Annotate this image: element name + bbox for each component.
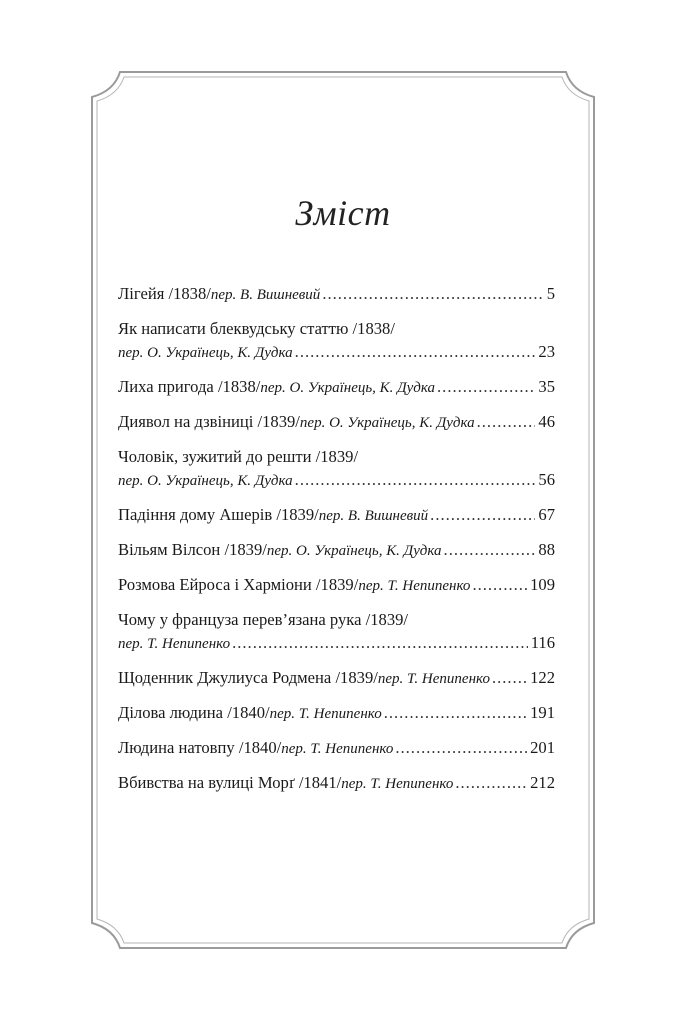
toc-page-number: 23 <box>538 342 555 361</box>
toc-entry-title: Як написати блеквудську статтю /1838/ <box>118 319 395 338</box>
toc-entry <box>118 608 555 654</box>
toc-entry <box>118 538 555 561</box>
toc-page-number: 88 <box>538 540 555 559</box>
toc-line <box>118 468 555 491</box>
toc-line <box>118 538 555 561</box>
toc-line <box>118 701 555 724</box>
toc-translator: пер. Т. Непипенко <box>269 706 382 722</box>
toc-line <box>118 282 555 305</box>
entry-spacer <box>118 596 555 608</box>
toc-entry-title: Чому у француза перев’язана рука /1839/ <box>118 610 409 629</box>
toc-page-number: 116 <box>530 633 555 652</box>
toc-entry <box>118 410 555 433</box>
toc-entry <box>118 736 555 759</box>
toc-entry-title: Вбивства на вулиці Морґ /1841/ <box>118 773 342 792</box>
toc-entry <box>118 573 555 596</box>
page-title: Зміст <box>295 193 391 233</box>
dot-leader <box>384 701 527 724</box>
toc-translator: пер. О. Українець, К. Дудка <box>260 380 436 396</box>
toc-translator: пер. О. Українець, К. Дудка <box>118 345 293 361</box>
toc-translator: пер. В. Вишневий <box>210 287 321 303</box>
toc-title-line <box>118 608 555 631</box>
toc-page-number: 56 <box>538 470 555 489</box>
toc-entry-title: Диявол на дзвіниці /1839/ <box>118 412 300 431</box>
toc-page-number: 212 <box>530 773 555 792</box>
toc-line <box>118 340 555 363</box>
toc-page-number: 5 <box>546 284 555 303</box>
dot-leader <box>322 282 543 305</box>
toc-entry <box>118 445 555 491</box>
toc-entry <box>118 701 555 724</box>
toc-translator: пер. О. Українець, К. Дудка <box>118 473 293 489</box>
entry-spacer <box>118 305 555 317</box>
toc-translator: пер. Т. Непипенко <box>377 671 490 687</box>
toc-entry-title: Людина натовпу /1840/ <box>118 738 282 757</box>
dot-leader <box>295 340 536 363</box>
toc-page-number: 201 <box>530 738 555 757</box>
dot-leader <box>444 538 536 561</box>
toc-entry-title: Чоловік, зужитий до решти /1839/ <box>118 447 359 466</box>
toc-entry <box>118 503 555 526</box>
toc-page-number: 35 <box>538 377 555 396</box>
toc-line <box>118 410 555 433</box>
dot-leader <box>295 468 536 491</box>
toc-page-number: 46 <box>538 412 555 431</box>
toc-entry <box>118 375 555 398</box>
toc-translator: пер. Т. Непипенко <box>341 776 454 792</box>
dot-leader <box>477 410 536 433</box>
toc-entry-title: Щоденник Джулиуса Родмена /1839/ <box>118 668 378 687</box>
toc-entry-title: Розмова Ейроса і Харміони /1839/ <box>118 575 359 594</box>
toc-line <box>118 771 555 794</box>
dot-leader <box>472 573 527 596</box>
toc-line <box>118 736 555 759</box>
toc-translator: пер. В. Вишневий <box>318 508 429 524</box>
dot-leader <box>430 503 535 526</box>
dot-leader <box>492 666 527 689</box>
toc-entry-title: Лігейя /1838/ <box>118 284 211 303</box>
toc-entry <box>118 282 555 305</box>
toc-title-line <box>118 317 555 340</box>
toc-page-number: 109 <box>530 575 555 594</box>
dot-leader <box>395 736 527 759</box>
toc-translator: пер. Т. Непипенко <box>358 578 471 594</box>
toc-entry-title: Падіння дому Ашерів /1839/ <box>118 505 319 524</box>
dot-leader <box>232 631 528 654</box>
toc-translator: пер. О. Українець, К. Дудка <box>266 543 442 559</box>
toc-page-number: 122 <box>530 668 555 687</box>
toc-translator: пер. Т. Непипенко <box>118 636 231 652</box>
toc-entry-title: Лиха пригода /1838/ <box>118 377 261 396</box>
dot-leader <box>455 771 527 794</box>
toc-page-number: 67 <box>538 505 555 524</box>
toc-page-number: 191 <box>530 703 555 722</box>
toc-line <box>118 503 555 526</box>
toc-translator: пер. О. Українець, К. Дудка <box>299 415 475 431</box>
toc-entry <box>118 317 555 363</box>
toc-entry <box>118 666 555 689</box>
toc-line <box>118 375 555 398</box>
toc-translator: пер. Т. Непипенко <box>281 741 394 757</box>
dot-leader <box>437 375 535 398</box>
toc-entry <box>118 771 555 794</box>
toc-entry-title: Ділова людина /1840/ <box>118 703 270 722</box>
toc-entry-title: Вільям Вілсон /1839/ <box>118 540 267 559</box>
toc-line <box>118 666 555 689</box>
toc-title-line <box>118 445 555 468</box>
table-of-contents <box>118 282 555 794</box>
toc-line <box>118 631 555 654</box>
toc-line <box>118 573 555 596</box>
